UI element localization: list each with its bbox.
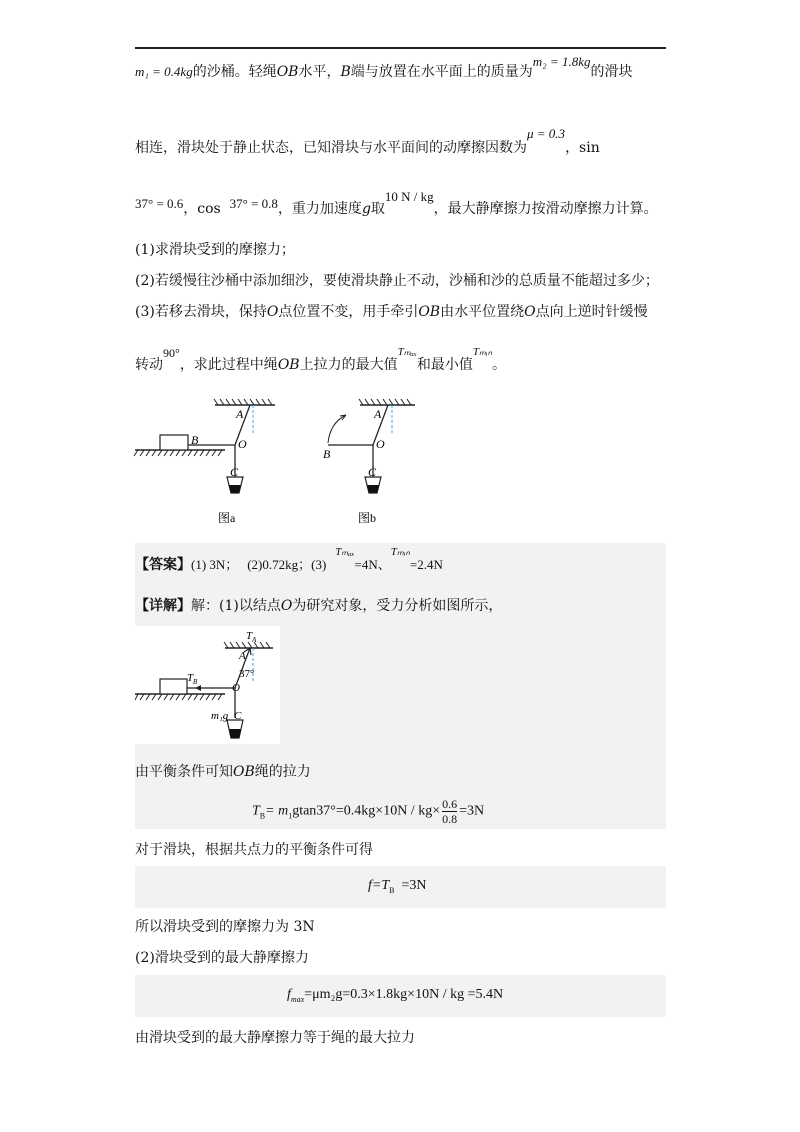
svg-text:A: A [374,407,382,421]
question-2: (2)若缓慢往沙桶中添加细沙，要使滑块静止不动，沙桶和沙的总质量不能超过多少； [135,273,659,289]
svg-text:m₁g: m₁g [211,710,229,722]
figure-b-caption: 图b [358,511,377,525]
svg-text:B: B [191,433,199,447]
svg-text:C: C [230,465,239,479]
conclusion-line: 所以滑块受到的摩擦力为 3N [135,919,315,935]
question-1: (1)求滑块受到的摩擦力； [135,242,295,258]
svg-text:O: O [376,437,385,451]
svg-text:O: O [238,437,247,451]
equation-tb: $T_B= m_1gtan37^\circ=0.4kg\times 10N / kg\times$ $\frac{0.6}{0.8}$ =3N [252,797,485,826]
svg-text:A: A [236,407,244,421]
svg-text:37°: 37° [239,668,255,680]
force-diagram [135,626,280,744]
condition-line: 由平衡条件可知OB绳的拉力 [135,764,311,780]
question-3: (3)若移去滑块，保持O点位置不变，用手牵引OB由水平位置绕O点向上逆时针缓慢 [135,304,648,320]
header-rule [135,47,666,49]
last-line: 由滑块受到的最大静摩擦力等于绳的最大拉力 [135,1030,415,1046]
part-2-line: (2)滑块受到的最大静摩擦力 [135,950,309,966]
m2-value: m₂ = 1.8kg [532,54,591,69]
svg-text:A: A [239,650,246,662]
figure-b [323,399,415,525]
problem-line-2: 相连，滑块处于静止状态，已知滑块与水平面间的动摩擦因数为μ = 0.3，sin [135,126,600,156]
svg-text:T: T [246,630,253,642]
problem-line-1: m₁ = 0.4kg的沙桶。轻绳OB水平，B端与放置在水平面上的质量为m₂ = 1.8kg的滑块 [135,54,633,80]
svg-text:C: C [234,710,242,722]
svg-text:T: T [187,672,194,684]
answer-line: 【答案】(1) 3N； (2)0.72kg；(3) $^{T_{max}}$=4N、$^{T_mᵢ_n}$=2.4N [135,546,443,573]
equation-max-friction: $f_{max}=\mu m_2g=0.3\times 1.8kg\times 10N$ / kg =5.4N [287,987,504,1004]
mu-value: μ = 0.3 [527,126,566,141]
svg-text:O: O [232,682,240,694]
figures-a-b [130,395,430,530]
slider-balance-line: 对于滑块，根据共点力的平衡条件可得 [135,842,373,858]
svg-text:B: B [323,447,331,461]
svg-text:C: C [368,465,377,479]
figure-a-caption: 图a [218,511,236,525]
question-3-cont: 转动90°，求此过程中绳OB上拉力的最大值$^{T_{max}}$和最小值$^{T_mᵢ_n}$。 [135,346,507,373]
detail-intro: 【详解】解：(1)以结点O为研究对象，受力分析如图所示， [135,598,503,614]
figure-a [134,399,275,525]
equation-friction: $f=T_B =3N$ [368,878,427,895]
problem-line-3: 37° = 0.6，cos 37° = 0.8，重力加速度g取10 N / kg，最大静摩擦力按滑动摩擦力计算。 [135,189,658,217]
m1-value: m₁ = 0.4kg [135,64,193,79]
svg-text:B: B [193,678,198,686]
svg-text:A: A [252,636,257,644]
